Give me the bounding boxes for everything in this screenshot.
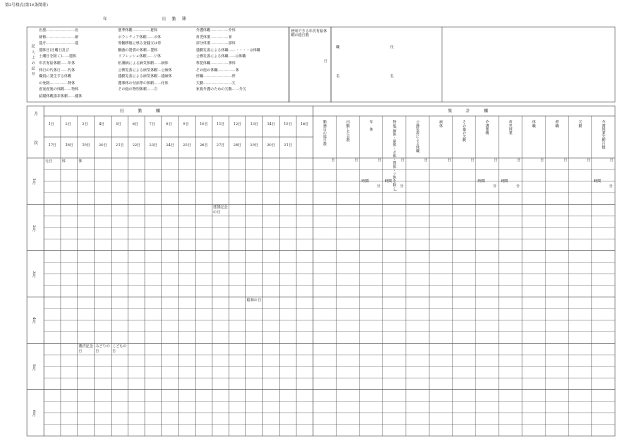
carryover-unit: 日 [324,59,328,63]
legend-item: 欠勤……………………欠 [196,80,236,85]
day-label-2: 2日 [65,122,72,126]
summary-col-header-8: 介護休暇 [485,120,490,135]
month-label-6: 6月 [32,409,37,417]
summary-col-header-4: 特休(病休・夏休・ボ休・提休・リ休を除く) [393,120,398,192]
legend-item: 結婚休暇請求休暇……健休 [39,94,83,98]
summary-col-header-13: 介護休業欠勤日数 [602,120,607,149]
day-label-5: 5日 [115,122,122,126]
day-label-18: 18日 [65,143,74,147]
summary-unit-min: 分 [399,184,404,188]
ledger-title: 出 勤 簿 [162,16,187,21]
day-label-4: 4日 [98,122,105,126]
legend-item: その他の特別休暇……⑤ [118,87,158,92]
summary-col-header-3: 年 休 [369,120,374,131]
legend-item: その他の休職……………休 [196,67,240,72]
legend-item: 介護休暇……………介休 [196,28,236,32]
summary-unit-day: 日 [586,158,591,162]
summary-unit-time: 時間 [384,179,392,183]
summary-unit-day: 日 [354,158,359,162]
day-label-25: 25日 [182,143,192,147]
legend-item: リフレッシュ休暇……リ休 [118,54,161,59]
legend-item: 公務災害による休職……◎休職 [196,54,246,59]
day-label-1: 1日 [48,122,55,126]
note-constitution-day: 憲法記念日 [78,344,93,353]
legend-side-label: 記入上の記号 [31,44,36,78]
day-label-3: 3日 [82,122,88,126]
legend-item: 退庁……………………退 [39,41,79,46]
month-label-1: 1月 [32,178,37,185]
summary-col-header-7: その他の欠勤 [462,120,467,142]
month-label-5: 5月 [32,363,37,371]
summary-unit-time: 時間 [593,179,601,183]
note-jan-2-holiday: 休 [61,159,66,163]
legend-item: 護事休の付添等の休暇……付休 [118,80,169,85]
summary-unit-day: 日 [331,158,335,162]
form-title: 第2号様式(第10条関係) [5,2,48,7]
day-label-7: 7日 [149,122,156,126]
month-axis-top: 月 [34,111,38,116]
day-label-27: 27日 [216,143,225,147]
legend-item: 専従休職……………専休 [196,61,236,65]
month-label-2: 2月 [32,224,37,232]
summary-unit-min: 分 [609,184,613,188]
legend-item: 私傷病による病気休暇……病休 [118,61,169,65]
day-label-24: 24日 [166,143,175,147]
legend-item: ボランティア休暇……ボ休 [118,34,161,39]
summary-col-header-5: 公務災害による休職 [416,120,421,153]
section-name-label: 名 [336,74,340,78]
month-axis-bottom: 次 [34,140,38,145]
legend-item: 休日の代休日……代休 [39,67,75,72]
note-jan-3-holiday: 休 [78,159,83,163]
summary-unit-day: 日 [377,158,382,162]
day-label-17: 17日 [48,143,57,147]
summary-unit-day: 日 [400,158,405,162]
legend-item: 骨髄移植に係る登録又は骨 [118,41,162,46]
summary-col-header-6: 病休 [439,120,444,128]
note-foundation-day: 建国記念の日 [213,205,228,214]
summary-col-header-11: 停職 [555,120,560,128]
summary-unit-day: 日 [493,158,498,162]
legend-item: 年次有給休暇……年休 [39,61,75,65]
year-label: 年 [103,16,107,21]
month-label-3: 3月 [32,270,37,278]
summary-unit-min: 分 [376,184,381,188]
legend-item: 通勤災害による休職……・・・・◎休職 [196,47,261,52]
summary-col-header-2: 出勤した日数 [346,120,351,142]
legend-item: 夏季休暇……………夏休 [118,28,158,32]
summary-unit-time: 時間 [361,179,369,183]
day-label-8: 8日 [166,122,172,126]
note-greenery-day: みどりの日 [95,344,110,353]
day-label-14: 14日 [266,122,276,126]
day-label-19: 19日 [82,143,91,147]
day-label-21: 21日 [115,143,124,147]
day-label-13: 13日 [250,122,259,126]
legend-item: 育児休業……………育 [196,34,232,39]
day-label-16: 16日 [300,122,309,126]
legend-item: 土曜日を除く)……週休 [39,54,77,59]
legend-item: 職員に発生する休暇 [39,74,72,79]
name-label: 氏 [390,45,394,49]
summary-col-header-1: 勤務日の総日数 [323,120,328,146]
legend-item: 研修……………………研 [39,34,79,39]
day-label-11: 11日 [216,122,225,126]
name-label-right: 名 [390,74,394,78]
summary-unit-min: 分 [492,184,497,188]
summary-unit-day: 日 [517,158,521,162]
summary-header: 集 計 欄 [448,108,490,113]
legend-item: 産前産後の休暇……特休 [39,87,79,92]
day-label-31: 31日 [283,143,292,147]
day-label-12: 12日 [233,122,242,126]
legend-item: 公務災害による病気休暇…公病休 [118,67,172,72]
legend-item: 週休日(日曜日及び [39,47,70,52]
legend-item: 部分休業……………部休 [196,41,236,46]
summary-col-header-9: 育児休業 [509,120,514,135]
legend-item: の免除……………特休 [39,80,75,85]
note-showa-day: 昭和の日 [246,298,262,302]
summary-unit-day: 日 [424,158,428,162]
summary-col-header-10: 休職 [532,120,537,128]
legend-item: 髄液の提供の休暇…提休 [118,47,158,52]
legend-item: 出張……………………出 [39,28,79,32]
summary-col-header-12: 欠勤 [578,120,583,128]
day-label-28: 28日 [233,143,242,147]
carryover-label: 使用できる年次有給休暇の総日数 [291,29,327,38]
day-label-30: 30日 [266,143,276,147]
summary-unit-time: 時間 [500,179,509,183]
summary-unit-day: 日 [610,158,614,162]
day-label-29: 29日 [250,143,259,147]
legend-item: 停職……………………停 [196,74,236,79]
month-label-4: 4月 [32,317,37,324]
note-new-years-day: 元日 [45,159,53,163]
day-label-9: 9日 [182,122,189,126]
summary-unit-day: 日 [563,158,568,162]
day-label-22: 22日 [132,143,141,147]
day-label-15: 15日 [283,122,292,126]
summary-unit-day: 日 [447,158,451,162]
day-label-20: 20日 [98,143,108,147]
legend-item: 家族介護のための欠勤……介欠 [196,87,247,92]
summary-unit-time: 時間 [477,179,485,183]
note-childrens-day: こどもの日 [112,344,127,353]
legend-item: 通勤災害による病気休暇…通病休 [118,74,172,79]
day-label-26: 26日 [199,143,208,147]
summary-unit-day: 日 [470,158,475,162]
section-label: 職 [336,45,340,49]
day-label-10: 10日 [199,122,208,126]
summary-unit-day: 日 [540,158,544,162]
attendance-header: 出 勤 欄 [120,108,162,113]
day-label-23: 23日 [149,143,158,147]
day-label-6: 6日 [132,122,139,126]
summary-unit-min: 分 [516,184,520,188]
